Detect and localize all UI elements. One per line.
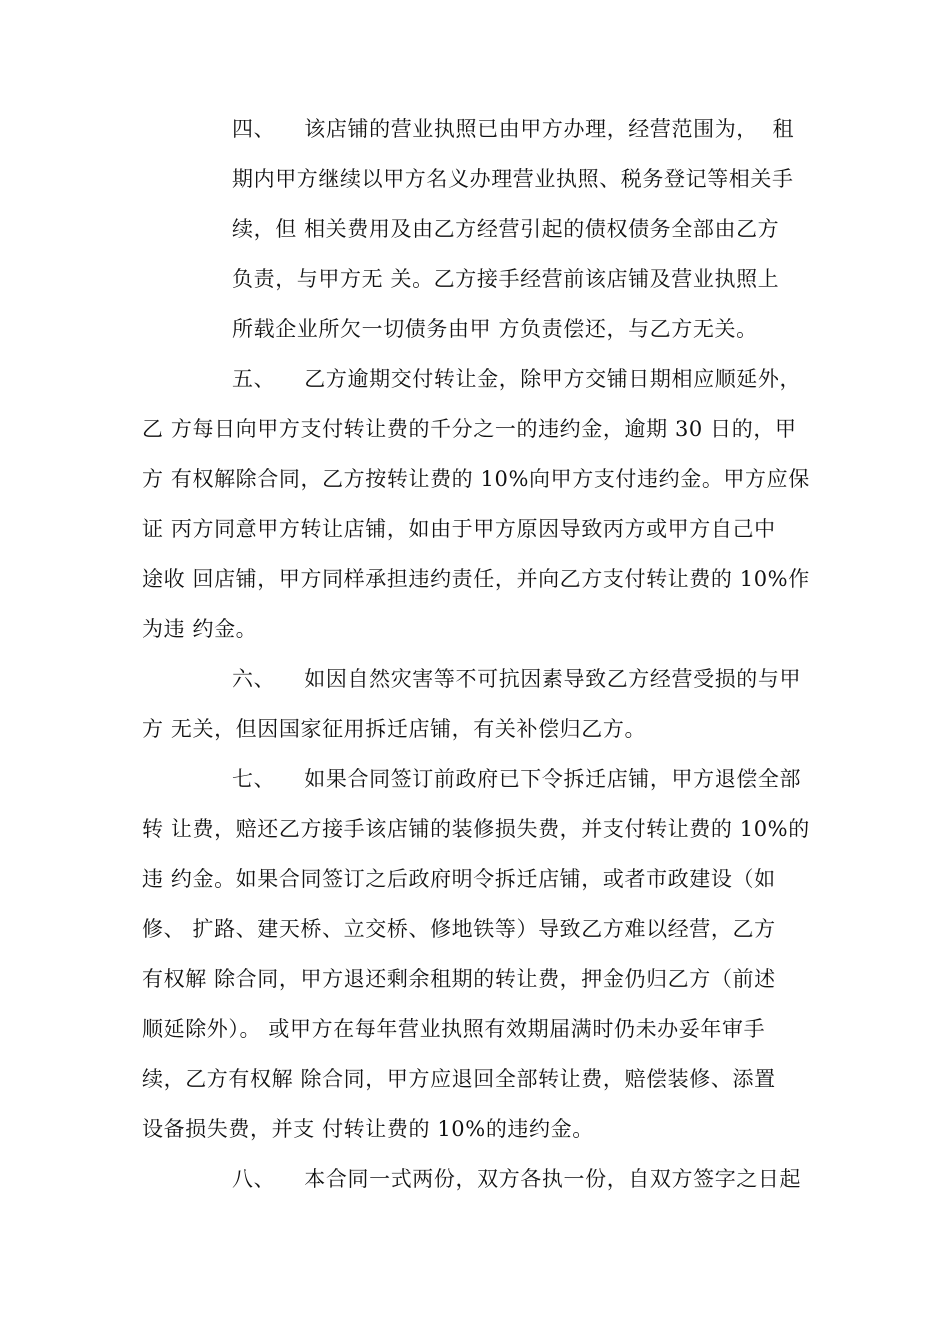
clause-7-line-5: 有权解 除合同，甲方退还剩余租期的转让费，押金仍归乙方（前述 [142, 967, 776, 991]
clause-7-line-4: 修、 扩路、建天桥、立交桥、修地铁等）导致乙方难以经营，乙方 [142, 917, 776, 941]
clause-4-line-4: 负责，与甲方无 关。乙方接手经营前该店铺及营业执照上 [232, 267, 780, 291]
clause-7-line-3: 违 约金。如果合同签订之后政府明令拆迁店铺，或者市政建设（如 [142, 867, 776, 891]
clause-7-line-2: 转 让费，赔还乙方接手该店铺的装修损失费，并支付转让费的 10%的 [142, 817, 810, 841]
clause-7-line-6: 顺延除外）。 或甲方在每年营业执照有效期届满时仍未办妥年审手 [142, 1017, 766, 1041]
clause-6-line-2: 方 无关，但因国家征用拆迁店铺，有关补偿归乙方。 [142, 717, 647, 741]
clause-5-line-4: 证 丙方同意甲方转让店铺，如由于甲方原因导致丙方或甲方自己中 [142, 517, 776, 541]
clause-7-line-1: 七、 如果合同签订前政府已下令拆迁店铺，甲方退偿全部 [232, 767, 802, 791]
clause-5-line-2: 乙 方每日向甲方支付转让费的千分之一的违约金，逾期 30 日的，甲 [142, 417, 797, 441]
clause-7-line-8: 设备损失费，并支 付转让费的 10%的违约金。 [142, 1117, 594, 1141]
clause-5-line-3: 方 有权解除合同，乙方按转让费的 10%向甲方支付违约金。甲方应保 [142, 467, 810, 491]
clause-5-line-1: 五、 乙方逾期交付转让金，除甲方交铺日期相应顺延外， [232, 367, 802, 391]
clause-5-line-6: 为违 约金。 [142, 617, 258, 641]
clause-8-line-1: 八、 本合同一式两份，双方各执一份，自双方签字之日起 [232, 1167, 802, 1191]
clause-5-line-5: 途收 回店铺，甲方同样承担违约责任，并向乙方支付转让费的 10%作 [142, 567, 810, 591]
clause-4-line-2: 期内甲方继续以甲方名义办理营业执照、税务登记等相关手 [232, 167, 794, 191]
clause-6-line-1: 六、 如因自然灾害等不可抗因素导致乙方经营受损的与甲 [232, 667, 802, 691]
clause-4-line-1: 四、 该店铺的营业执照已由甲方办理，经营范围为， 租 [232, 117, 795, 141]
clause-4-line-5: 所载企业所欠一切债务由甲 方负责偿还，与乙方无关。 [232, 317, 758, 341]
clause-4-line-3: 续，但 相关费用及由乙方经营引起的债权债务全部由乙方 [232, 217, 780, 241]
clause-7-line-7: 续，乙方有权解 除合同，甲方应退回全部转让费，赔偿装修、添置 [142, 1067, 776, 1091]
